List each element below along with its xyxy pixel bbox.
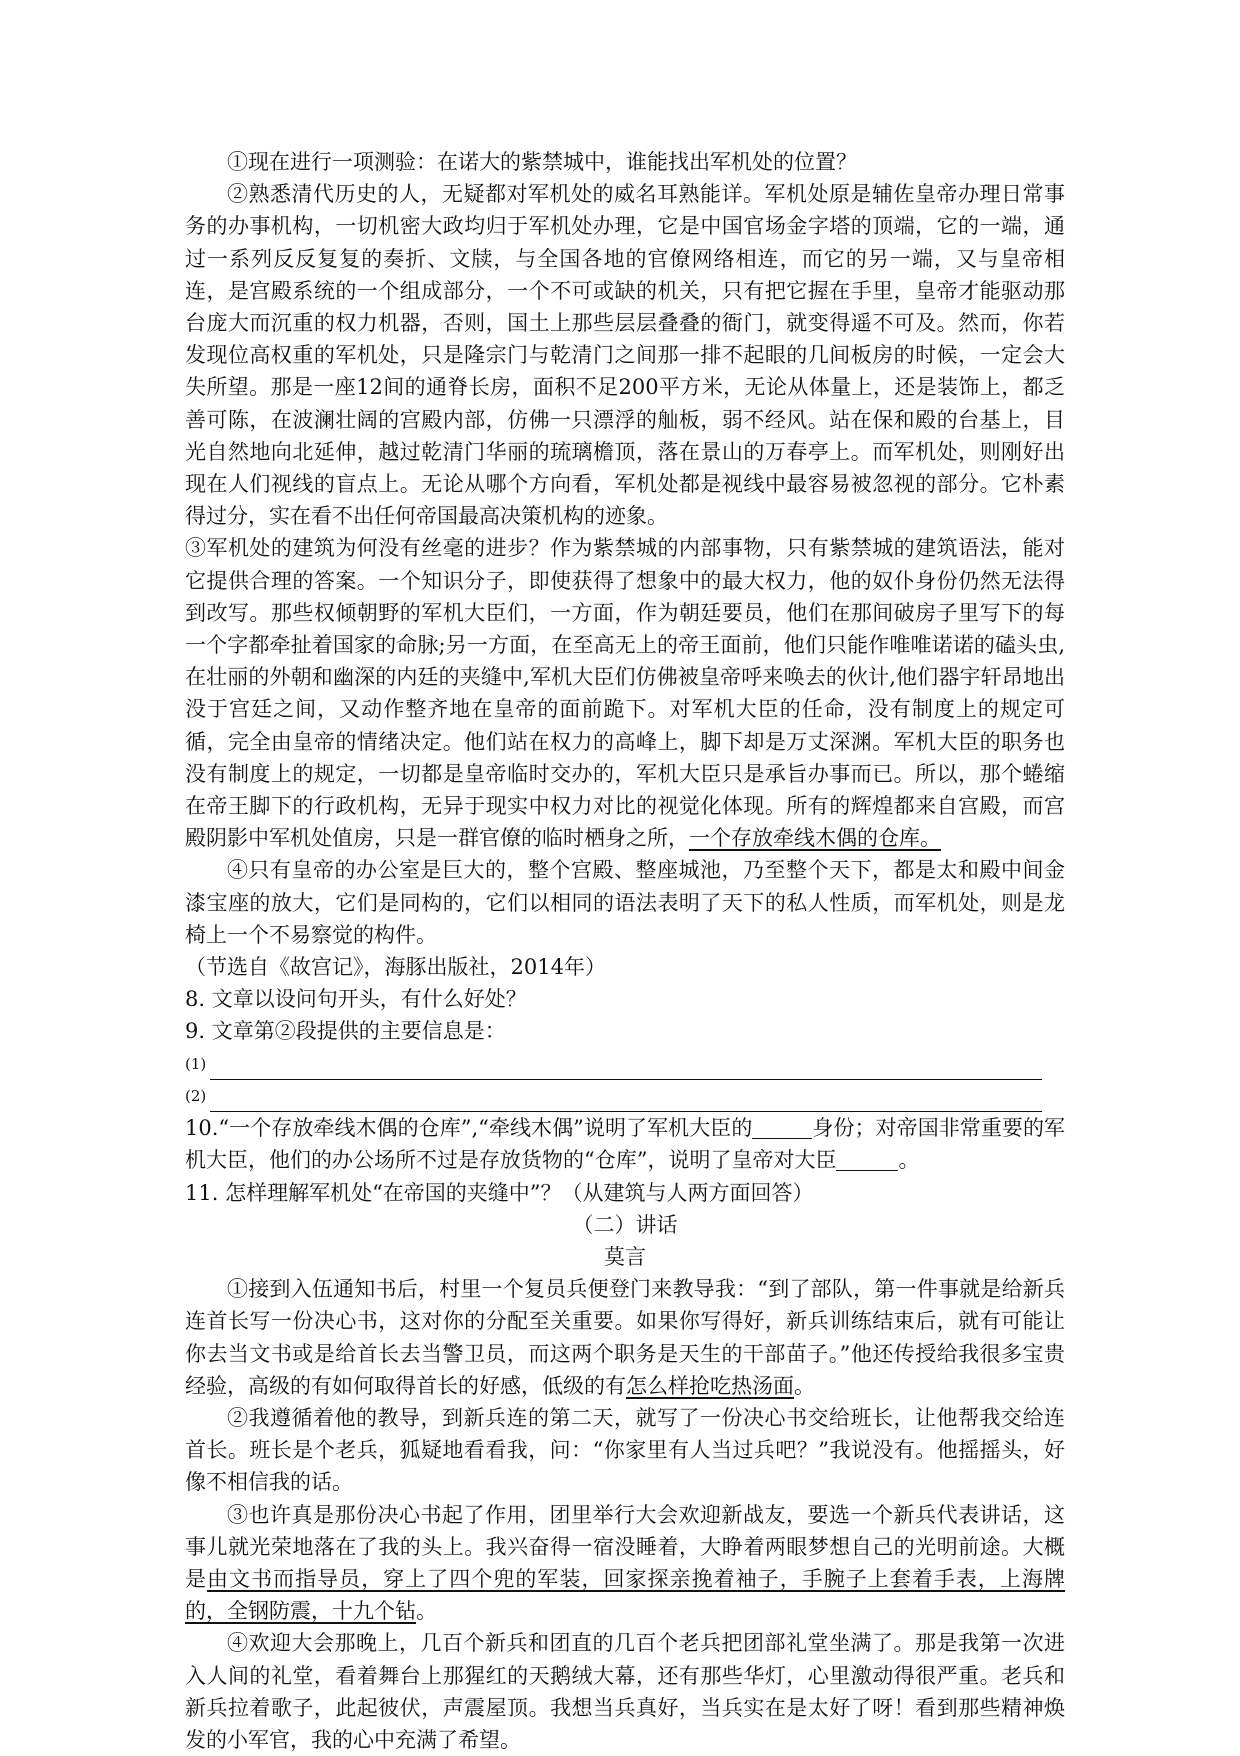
question-11: 11. 怎样理解军机处“在帝国的夹缝中”？（从建筑与人两方面回答） <box>185 1180 814 1205</box>
source-citation: （节选自《故宫记》，海豚出版社，2014年） <box>185 955 606 980</box>
question-10-part-a: 10.“一个存放牵线木偶的仓库”,“牵线木偶”说明了军机大臣的 <box>185 1116 753 1141</box>
answer-line-1[interactable] <box>185 1048 1065 1080</box>
question-8: 8. 文章以设问句开头，有什么好处？ <box>185 987 527 1012</box>
question-9: 9. 文章第②段提供的主要信息是： <box>185 1019 506 1044</box>
answer-blank-2[interactable] <box>210 1087 1042 1112</box>
answer-label-1: (1) <box>185 1054 207 1073</box>
passage2-paragraph-3 <box>185 1499 1065 1628</box>
question-10-part-b: 身份；对帝国非常重要的军机大臣，他们的办公场所不过是存放货物的“仓库”，说明了皇帝对大臣 <box>185 1116 1066 1173</box>
document-page <box>185 146 1065 1756</box>
passage2-p1-text: ①接到入伍通知书后，村里一个复员兵便登门来教导我：“到了部队，第一件事就是给新兵连首长写一份决心书，这对你的分配至关重要。如果你写得好，新兵训练结束后，就有可能让你去当文书或是给首长去当警卫员，而这两个职务是天生的干部苗子。”他还传授给我很多宝贵经验，高级的有如何取得首长的好感，低级的有 <box>185 1277 1065 1398</box>
author-name: 莫言 <box>604 1244 646 1269</box>
question-10-part-c: 。 <box>898 1148 920 1173</box>
answer-blank-1[interactable] <box>210 1055 1042 1080</box>
question-10-blank-1[interactable] <box>752 1116 812 1139</box>
passage2-p3-text: ③也许真是那份决心书起了作用，团里举行大会欢迎新战友，要选一个新兵代表讲话，这事儿就光荣地落在了我的头上。我兴奋得一宿没睡着，大睁着两眼梦想自己的光明前途。大概是 <box>185 1502 1065 1591</box>
passage1-paragraph-2: ②熟悉清代历史的人，无疑都对军机处的威名耳熟能详。军机处原是辅佐皇帝办理日常事务的办事机构，一切机密大政均归于军机处办理，它是中国官场金字塔的顶端，它的一端，通过一系列反反复复的奏折、文牍，与全国各地的官僚网络相连，而它的另一端，又与皇帝相连，是宫殿系统的一个组成部分，一个不可或缺的机关，只有把它握在手里，皇帝才能驱动那台庞大而沉重的权力机器，否则，国土上那些层层叠叠的衙门，就变得遥不可及。然而，你若发现位高权重的军机处，只是隆宗门与乾清门之间那一排不起眼的几间板房的时候，一定会大失所望。那是一座12间的通脊长房，面积不足200平方米，无论从体量上，还是装饰上，都乏善可陈，在波澜壮阔的宫殿内部，仿佛一只漂浮的舢板，弱不经风。站在保和殿的台基上，目光自然地向北延伸，越过乾清门华丽的琉璃檐顶，落在景山的万春亭上。而军机处，则刚好出现在人们视线的盲点上。无论从哪个方向看，军机处都是视线中最容易被忽视的部分。它朴素得过分，实在看不出任何帝国最高决策机构的迹象。 <box>185 182 1065 529</box>
underlined-phrase-soup: 怎么样抢吃热汤面 <box>626 1373 794 1398</box>
passage2-p3-end: 。 <box>416 1599 437 1624</box>
passage1-paragraph-3 <box>185 532 1065 854</box>
passage2-paragraph-1 <box>185 1273 1065 1402</box>
underlined-phrase-dream: 由文书而指导员，穿上了四个兜的军装，回家探亲挽着袖子，手腕子上套着手表，上海牌的，全钢防震，十九个钻 <box>185 1566 1066 1624</box>
section-heading: （二）讲话 <box>572 1212 678 1237</box>
question-10 <box>185 1112 1065 1176</box>
passage2-paragraph-2: ②我遵循着他的教导，到新兵连的第二天，就写了一份决心书交给班长，让他帮我交给连首长。班长是个老兵，狐疑地看看我，问：“你家里有人当过兵吧？”我说没有。他摇摇头，好像不相信我的话。 <box>185 1405 1065 1495</box>
answer-line-2[interactable] <box>185 1080 1065 1112</box>
passage2-p1-end: 。 <box>794 1373 815 1398</box>
passage1-paragraph-4: ④只有皇帝的办公室是巨大的，整个宫殿、整座城池，乃至整个天下，都是太和殿中间金漆宝座的放大，它们是同构的，它们以相同的语法表明了天下的私人性质，而军机处，则是龙椅上一个不易察觉的构件。 <box>185 858 1065 947</box>
question-10-blank-2[interactable] <box>836 1148 898 1171</box>
paragraph-3-text: ③军机处的建筑为何没有丝毫的进步？作为紫禁城的内部事物，只有紫禁城的建筑语法，能对它提供合理的答案。一个知识分子，即使获得了想象中的最大权力，他的奴仆身份仍然无法得到改写。那些权倾朝野的军机大臣们，一方面，作为朝廷要员，他们在那间破房子里写下的每一个字都牵扯着国家的命脉;另一方面，在至高无上的帝王面前，他们只能作唯唯诺诺的磕头虫,在壮丽的外朝和幽深的内廷的夹缝中,军机大臣们仿佛被皇帝呼来唤去的伙计,他们器宇轩昂地出没于宫廷之间，又动作整齐地在皇帝的面前跪下。对军机大臣的任命，没有制度上的规定可循，完全由皇帝的情绪决定。他们站在权力的高峰上，脚下却是万丈深渊。军机大臣的职务也没有制度上的规定，一切都是皇帝临时交办的，军机大臣只是承旨办事而已。所以，那个蜷缩在帝王脚下的行政机构，无异于现实中权力对比的视觉化体现。所有的辉煌都来自宫殿，而宫殿阴影中军机处值房，只是一群官僚的临时栖身之所， <box>185 536 1065 851</box>
answer-label-2: (2) <box>185 1086 207 1105</box>
passage1-paragraph-1: ①现在进行一项测验：在诺大的紫禁城中，谁能找出军机处的位置？ <box>227 150 857 174</box>
underlined-phrase-warehouse: 一个存放牵线木偶的仓库。 <box>689 826 941 851</box>
passage2-paragraph-4: ④欢迎大会那晚上，几百个新兵和团直的几百个老兵把团部礼堂坐满了。那是我第一次进入人间的礼堂，看着舞台上那猩红的天鹅绒大幕，还有那些华灯，心里激动得很严重。老兵和新兵拉着歌子，此起彼伏，声震屋顶。我想当兵真好，当兵实在是太好了呀！看到那些精神焕发的小军官，我的心中充满了希望。 <box>185 1631 1065 1752</box>
